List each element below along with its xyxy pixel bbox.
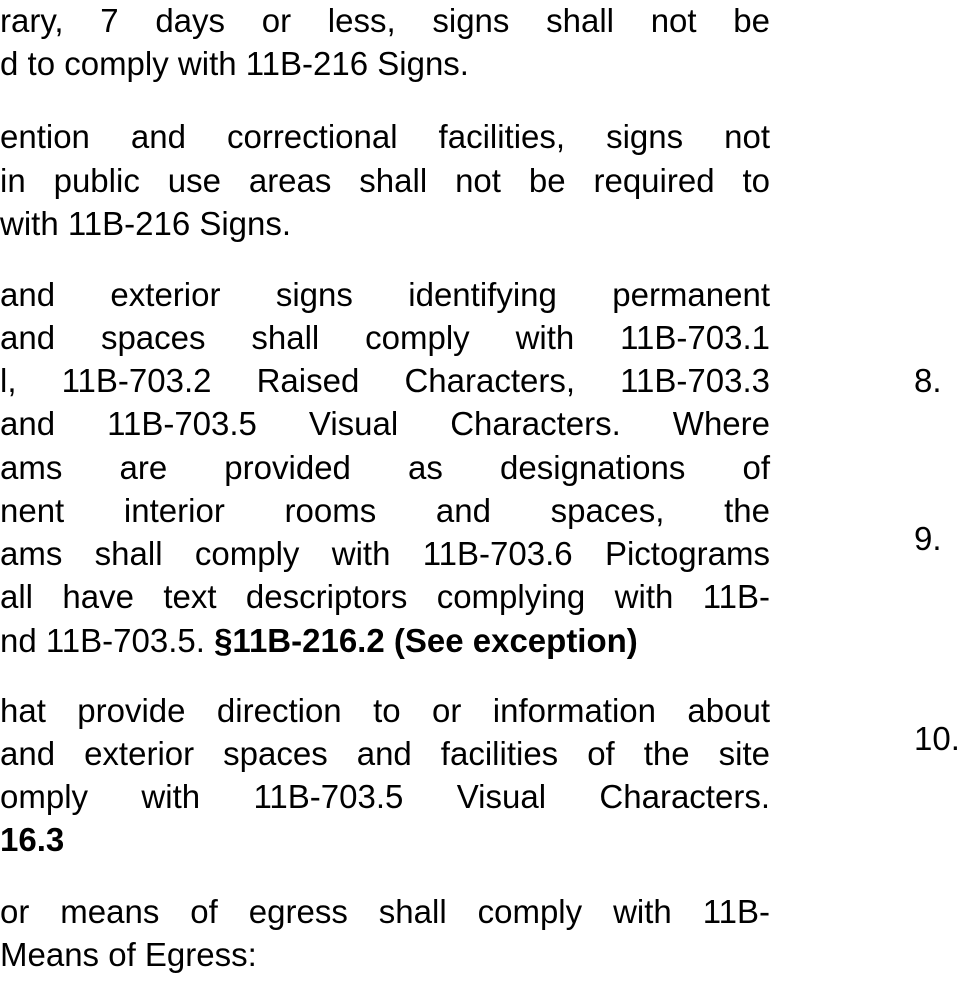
para3-line2: and spaces shall comply with 11B-703.1 <box>0 319 770 356</box>
para3-line4: and 11B-703.5 Visual Characters. Where <box>0 405 770 442</box>
section-reference-216-3: 16.3 <box>0 821 65 858</box>
para5-line1: or means of egress shall comply with 11B- <box>0 893 770 930</box>
para3-line9-text: nd 11B-703.5. <box>0 622 215 659</box>
list-number-10: 10. <box>914 720 960 757</box>
para4-line1: hat provide direction to or information about <box>0 692 770 729</box>
list-number-8: 8. <box>914 362 942 399</box>
para1-line1: rary, 7 days or less, signs shall not be <box>0 2 770 39</box>
para1-line2: d to comply with 11B-216 Signs. <box>0 45 469 82</box>
para3-line7: ams shall comply with 11B-703.6 Pictograms <box>0 535 770 572</box>
para4-line3: omply with 11B-703.5 Visual Characters. <box>0 778 770 815</box>
para2-line2: in public use areas shall not be required to <box>0 162 770 199</box>
para3-line6: nent interior rooms and spaces, the <box>0 492 770 529</box>
para2-line1: ention and correctional facilities, signs not <box>0 118 770 155</box>
para3-line5: ams are provided as designations of <box>0 449 770 486</box>
list-number-9: 9. <box>914 520 942 557</box>
para5-line2: Means of Egress: <box>0 936 257 973</box>
para3-line9 <box>0 622 638 660</box>
para3-line1: and exterior signs identifying permanent <box>0 276 770 313</box>
para4-line2: and exterior spaces and facilities of the site <box>0 735 770 772</box>
section-reference-216-2: §11B-216.2 (See exception) <box>214 622 638 659</box>
para2-line3: with 11B-216 Signs. <box>0 205 292 242</box>
para3-line3: l, 11B-703.2 Raised Characters, 11B-703.3 <box>0 362 770 399</box>
para3-line8: all have text descriptors complying with 11B- <box>0 578 770 615</box>
